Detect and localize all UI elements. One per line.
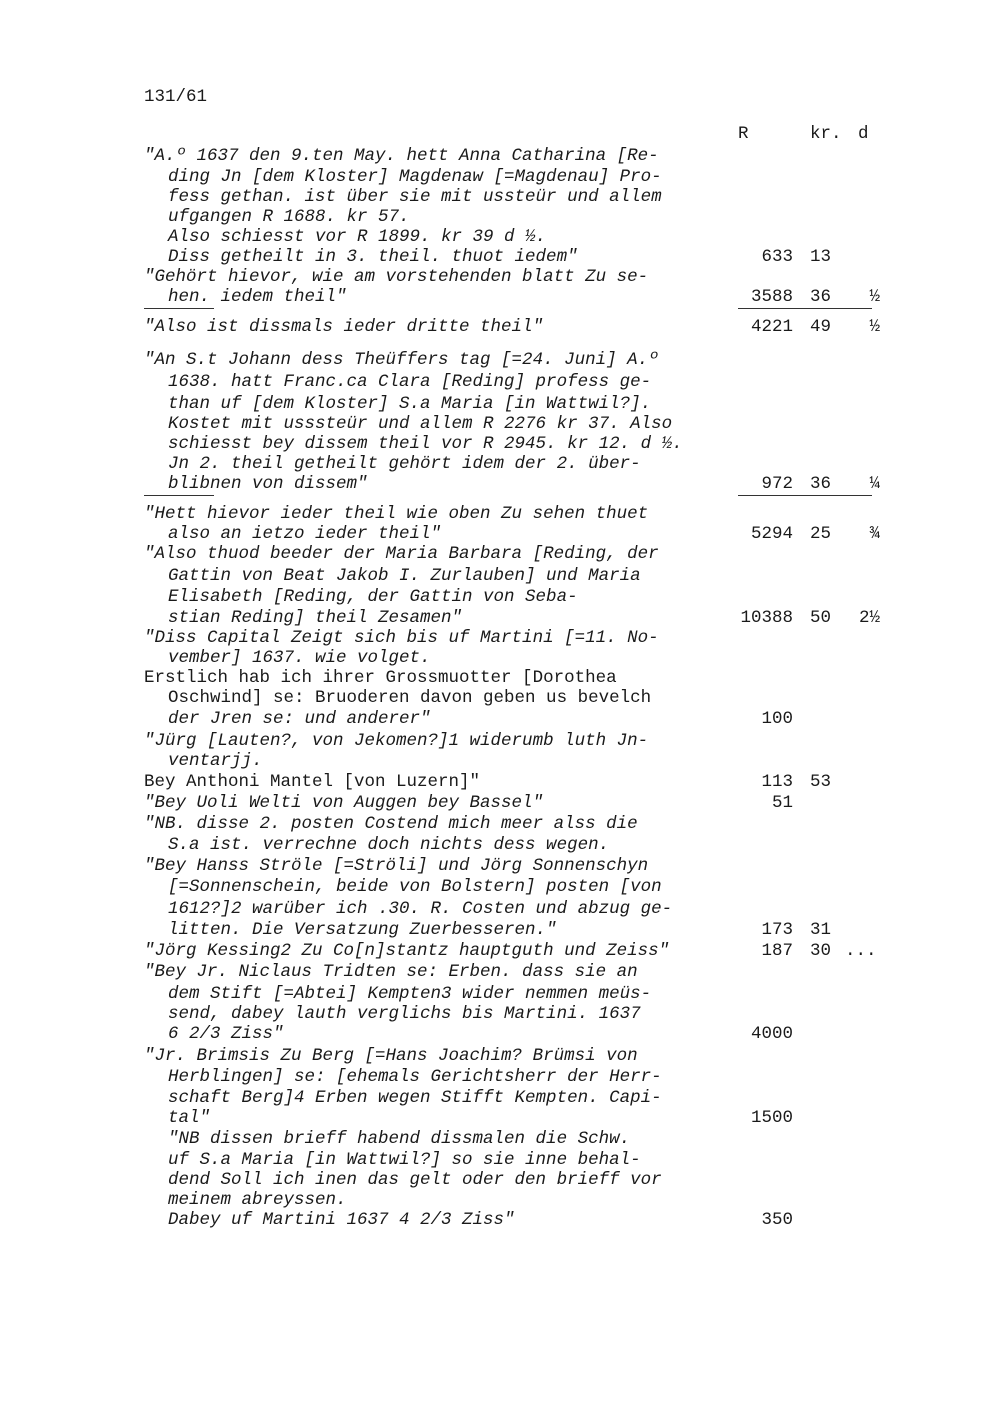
page-number: 131/61 (144, 87, 208, 107)
text-line: "NB dissen brieff habend dissmalen die Schw. (168, 1129, 631, 1149)
text-line: "Jörg Kessing2 Zu Co[n]stantz hauptguth und Zeiss" (144, 941, 670, 961)
amount-kr: 36 (810, 474, 832, 494)
text-line: ufgangen R 1688. kr 57. (168, 207, 410, 227)
amount-r: 3588 (750, 287, 793, 307)
column-header-kr: kr. (810, 124, 842, 144)
amount-kr: 36 (810, 287, 832, 307)
text-line: dend Soll ich inen das gelt oder den brieff vor (168, 1170, 662, 1190)
text-line: blibnen von dissem" (168, 474, 368, 494)
text-line: ding Jn [dem Kloster] Magdenaw [=Magdenau] Pro- (168, 167, 662, 187)
text-line: 1638. hatt Franc.ca Clara [Reding] profess ge- (168, 372, 652, 392)
amount-r: 100 (761, 709, 793, 729)
amount-d: 2½ (858, 608, 880, 628)
text-line: meinem abreyssen. (168, 1190, 347, 1210)
text-line: stian Reding] theil Zesamen" (168, 608, 463, 628)
amount-d: ½ (869, 287, 880, 307)
amount-d: ... (845, 941, 877, 961)
text-line: schaft Berg]4 Erben wegen Stifft Kempten. Capi- (168, 1088, 662, 1108)
text-line: than uf [dem Kloster] S.a Maria [in Wattwil?]. (168, 394, 652, 414)
text-line: schiesst bey dissem theil vor R 2945. kr 12. d ½. (168, 434, 683, 454)
text-line: Dabey uf Martini 1637 4 2/3 Ziss" (168, 1210, 515, 1230)
text-line: Erstlich hab ich ihrer Grossmuotter [Dorothea (144, 668, 617, 688)
text-line: "Also thuod beeder der Maria Barbara [Reding, der (144, 544, 659, 564)
text-line: Oschwind] se: Bruoderen davon geben us bevelch (168, 688, 652, 708)
text-line: "Jr. Brimsis Zu Berg [=Hans Joachim? Brümsi von (144, 1046, 638, 1066)
text-line: Elisabeth [Reding, der Gattin von Seba- (168, 587, 578, 607)
amount-d: ½ (869, 317, 880, 337)
rule-left (144, 308, 214, 309)
rule-sum (738, 308, 872, 309)
amount-r: 1500 (750, 1108, 793, 1128)
text-line: "Hett hievor ieder theil wie oben Zu sehen thuet (144, 504, 649, 524)
rule-sum (738, 495, 872, 496)
amount-r: 4221 (750, 317, 793, 337)
amount-r: 51 (771, 793, 793, 813)
text-line: vember] 1637. wie volget. (168, 648, 431, 668)
text-line: dem Stift [=Abtei] Kempten3 wider nemmen meüs- (168, 984, 652, 1004)
amount-r: 350 (761, 1210, 793, 1230)
text-line: "NB. disse 2. posten Costend mich meer alss die (144, 814, 638, 834)
column-header-d: d (858, 124, 869, 144)
amount-r: 633 (761, 247, 793, 267)
amount-kr: 49 (810, 317, 832, 337)
text-line: Also schiesst vor R 1899. kr 39 d ½. (168, 227, 547, 247)
text-line: uf S.a Maria [in Wattwil?] so sie inne behal- (168, 1150, 641, 1170)
amount-kr: 13 (810, 247, 832, 267)
text-line: also an ietzo ieder theil" (168, 524, 442, 544)
amount-kr: 53 (810, 772, 832, 792)
text-line: Kostet mit usssteür und allem R 2276 kr 37. Also (168, 414, 673, 434)
column-header-r: R (738, 124, 749, 144)
amount-r: 173 (761, 920, 793, 940)
text-line: der Jren se: und anderer" (168, 709, 431, 729)
amount-r: 972 (761, 474, 793, 494)
text-line: "Gehört hievor, wie am vorstehenden blatt Zu se- (144, 267, 649, 287)
amount-kr: 31 (810, 920, 832, 940)
text-line: hen. iedem theil" (168, 287, 347, 307)
text-line: Gattin von Beat Jakob I. Zurlauben] und Maria (168, 566, 641, 586)
amount-kr: 30 (810, 941, 832, 961)
text-line: ventarjj. (168, 751, 263, 771)
text-line: "Also ist dissmals ieder dritte theil" (144, 317, 544, 337)
text-line: "Bey Jr. Niclaus Tridten se: Erben. dass sie an (144, 962, 638, 982)
text-line: send, dabey lauth verglichs bis Martini. 1637 (168, 1004, 641, 1024)
amount-r: 4000 (750, 1024, 793, 1044)
text-line: "Diss Capital Zeigt sich bis uf Martini [=11. No- (144, 628, 659, 648)
text-line: Diss getheilt in 3. theil. thuot iedem" (168, 247, 578, 267)
text-line: fess gethan. ist über sie mit ussteür und allem (168, 187, 662, 207)
text-line: [=Sonnenschein, beide von Bolstern] posten [von (168, 877, 662, 897)
amount-r: 5294 (750, 524, 793, 544)
text-line: 1612?]2 warüber ich .30. R. Costen und abzug ge- (168, 899, 673, 919)
amount-kr: 50 (810, 608, 832, 628)
amount-d: ¼ (869, 474, 880, 494)
text-line: Jn 2. theil getheilt gehört idem der 2. über- (168, 454, 641, 474)
text-line: tal" (168, 1108, 211, 1128)
text-line: litten. Die Versatzung Zuerbesseren." (168, 920, 557, 940)
amount-r: 10388 (740, 608, 793, 628)
text-line: 6 2/3 Ziss" (168, 1024, 284, 1044)
text-line: "Bey Hanss Ströle [=Ströli] und Jörg Sonnenschyn (144, 856, 649, 876)
amount-kr: 25 (810, 524, 832, 544)
amount-d: ¾ (869, 524, 880, 544)
amount-r: 113 (761, 772, 793, 792)
text-line: "Jürg [Lauten?, von Jekomen?]1 widerumb luth Jn- (144, 731, 649, 751)
text-line: "An S.t Johann dess Theüffers tag [=24. Juni] A.º (144, 350, 659, 370)
amount-r: 187 (761, 941, 793, 961)
text-line: "A.º 1637 den 9.ten May. hett Anna Catharina [Re- (144, 146, 659, 166)
rule-left (144, 495, 214, 496)
text-line: "Bey Uoli Welti von Auggen bey Bassel" (144, 793, 544, 813)
text-line: S.a ist. verrechne doch nichts dess wegen. (168, 835, 610, 855)
text-line: Bey Anthoni Mantel [von Luzern]" (144, 772, 481, 792)
text-line: Herblingen] se: [ehemals Gerichtsherr der Herr- (168, 1067, 662, 1087)
